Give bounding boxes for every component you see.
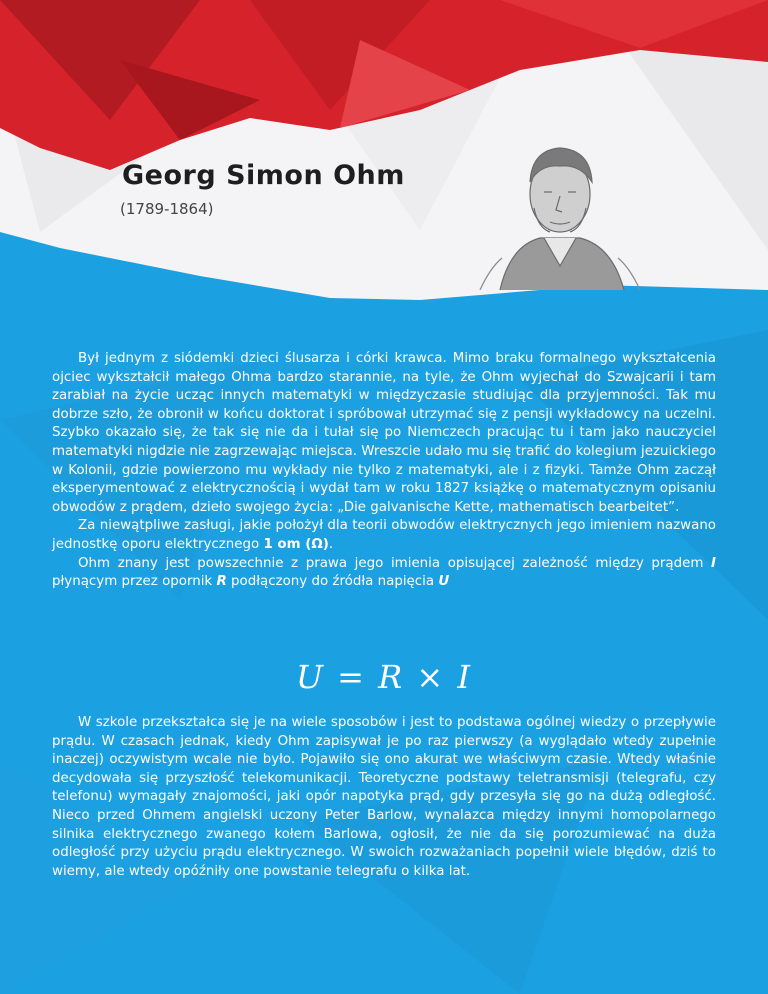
paragraph-unit xyxy=(52,517,716,554)
life-dates: (1789-1864) xyxy=(120,200,214,218)
unit-name: 1 om (Ω) xyxy=(263,536,329,552)
portrait-engraving-icon xyxy=(440,128,680,290)
unit-text-end: . xyxy=(328,536,334,552)
law-text-b: płynącym przez opornik xyxy=(52,574,217,590)
paragraph-history: W szkole przekształca się je na wiele sposobów i jest to podstawa ogólnej wiedzy o przepływie prądu. W czasach jednak, kiedy Ohm zapisywał je po raz pierwszy (a wyglądało wtedy zupełnie inaczej) oczywistym wcale nie było. Pojawiło się ono akurat we właściwym czasie. Wtedy właśnie decydowała się przyszłość telekomunikacji. Teoretyczne podstawy teletransmisji (telegrafu, czy telefonu) wymagały znajomości, jaki opór napotyka prąd, gdy przesyła się go na dużą odległość. Nieco przed Ohmem angielski uczony Peter Barlow, wynalazca między innymi homopolarnego silnika elektrycznego zwanego kołem Barlowa, ogłosił, że nie da się porozumiewać na duża odległość przy użyciu prądu elektrycznego. W swoich rozważaniach popełnił wiele błędów, dziś to wiemy, ale wtedy opóźniły one powstanie telegrafu o kilka lat. xyxy=(52,715,716,879)
paragraph-law xyxy=(52,555,716,592)
page-title: Georg Simon Ohm xyxy=(122,160,405,191)
symbol-current: I xyxy=(711,555,716,571)
ohm-law-formula: U = R × I xyxy=(295,658,472,696)
unit-text-lead: Za niewątpliwe zasługi, jakie położył dla teorii obwodów elektrycznych jego imieniem nazwano jednostkę oporu elektrycznego xyxy=(52,518,716,552)
biography-text xyxy=(52,350,716,592)
symbol-resistance: R xyxy=(216,574,227,590)
symbol-voltage: U xyxy=(438,574,450,590)
law-text-c: podłączony do źródła napięcia xyxy=(226,574,439,590)
paragraph-biography: Był jednym z siódemki dzieci ślusarza i córki krawca. Mimo braku formalnego wykształcenia ojciec wykształcił małego Ohma bardzo starannie, na tyle, że Ohm wyjechał do Szwajcarii i tam zarabiał na życie ucząc innych matematyki w międzyczasie studiując dla przyjemności. Tak mu dobrze szło, że obronił w końcu doktorat i spróbował utrzymać się z pensji wykładowcy na uczelni. Szybko okazało się, że tak się nie da i tułał się po Niemczech pracując tu i tam jako nauczyciel matematyki nigdzie nie zagrzewając miejsca. Wreszcie udało mu się trafić do kolegium jezuickiego w Kolonii, gdzie powierzono mu wykłady nie tylko z matematyki, ale i z fizyki. Tamże Ohm zaczął eksperymentować z elektrycznością i wydał tam w roku 1827 książkę o matematycznym opisaniu obwodów z prądem, dzieło swojego życia: „Die galvanische Kette, mathematisch bearbeitet”. xyxy=(52,351,716,515)
law-text-a: Ohm znany jest powszechnie z prawa jego imienia opisującej zależność między prądem xyxy=(78,555,712,571)
history-text xyxy=(52,714,716,881)
